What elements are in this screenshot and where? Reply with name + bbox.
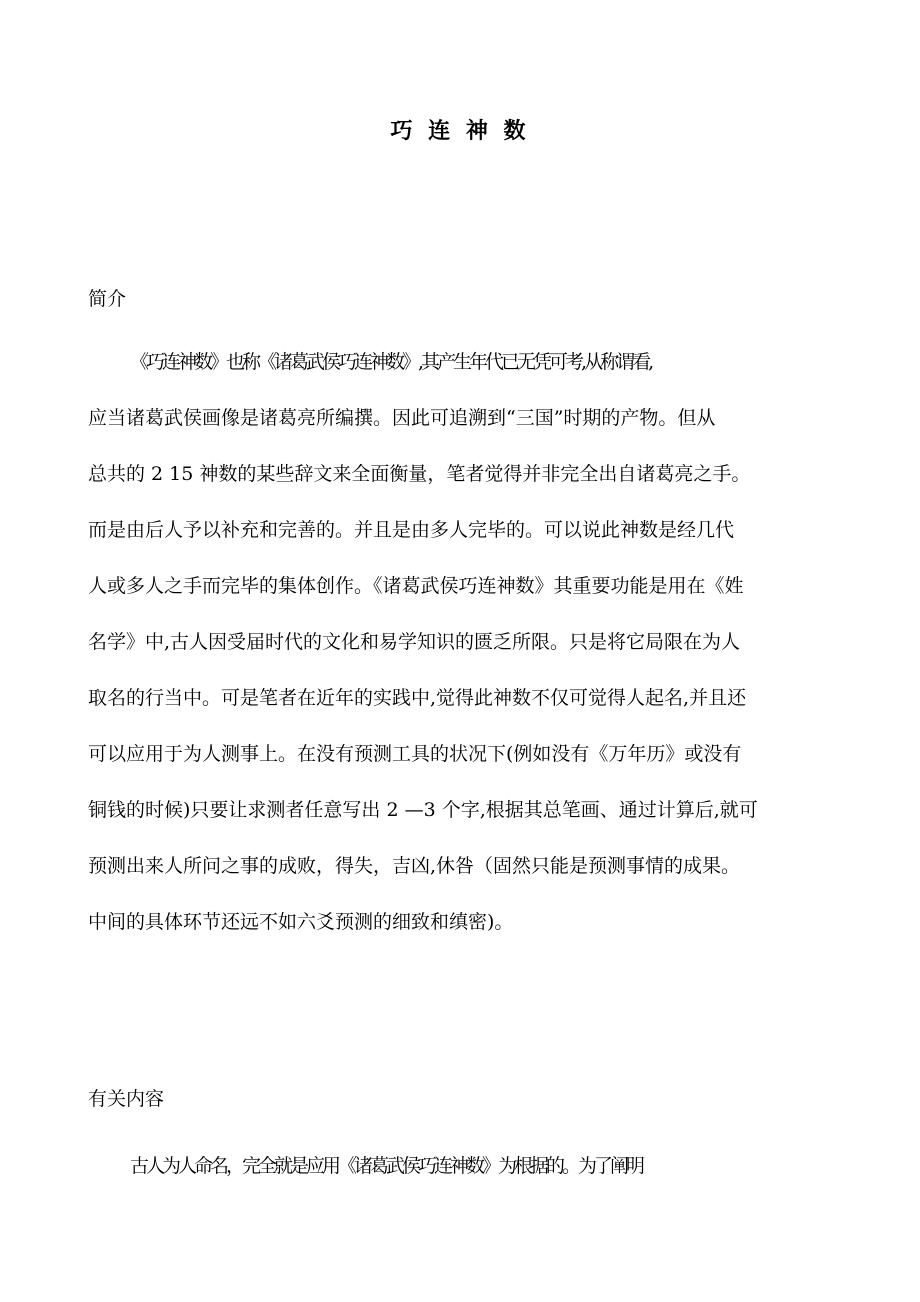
- paragraph-line: 中间的具体环节还远不如六爻预测的细致和缜密)。: [88, 911, 514, 933]
- paragraph-line: 人或多人之手而完毕的集体创作。《诸葛武侯巧连神数》其重要功能是用在《姓: [88, 575, 744, 597]
- paragraph-line: 《巧连神数》也称《诸葛武侯巧连神数》,其产生年代已无凭可考,从称谓看,: [130, 351, 652, 373]
- intro-paragraph: [88, 334, 832, 950]
- paragraph-line: 预测出来人所问之事的成败，得失，吉凶,休咎（固然只能是预测事情的成果。: [88, 855, 741, 877]
- paragraph-line: 古人为人命名，完全就是应用《诸葛武侯巧连神数》为根据的。为了阐明: [130, 1155, 643, 1177]
- section-heading-intro: 简介: [88, 288, 127, 310]
- paragraph-line: 名学》中,古人因受届时代的文化和易学知识的匮乏所限。只是将它局限在为人: [88, 631, 741, 653]
- paragraph-line: 取名的行当中。可是笔者在近年的实践中,觉得此神数不仅可觉得人起名,并且还: [88, 687, 747, 709]
- section-heading-related: 有关内容: [88, 1088, 165, 1110]
- paragraph-line: 应当诸葛武侯画像是诸葛亮所编撰。因此可追溯到“三国”时期的产物。但从: [88, 407, 716, 429]
- document-title: 巧 连 神 数: [390, 119, 530, 144]
- paragraph-line: 可以应用于为人测事上。在没有预测工具的状况下(例如没有《万年历》或没有: [88, 743, 742, 765]
- paragraph-line: 而是由后人予以补充和完善的。并且是由多人完毕的。可以说此神数是经几代: [88, 519, 735, 541]
- related-paragraph: [88, 1138, 832, 1194]
- paragraph-line: 总共的 2 15 神数的某些辞文来全面衡量，笔者觉得并非完全出自诸葛亮之手。: [88, 463, 751, 485]
- paragraph-line: 铜钱的时候)只要让求测者任意写出 2 —3 个字,根据其总笔画、通过计算后,就可: [88, 799, 758, 821]
